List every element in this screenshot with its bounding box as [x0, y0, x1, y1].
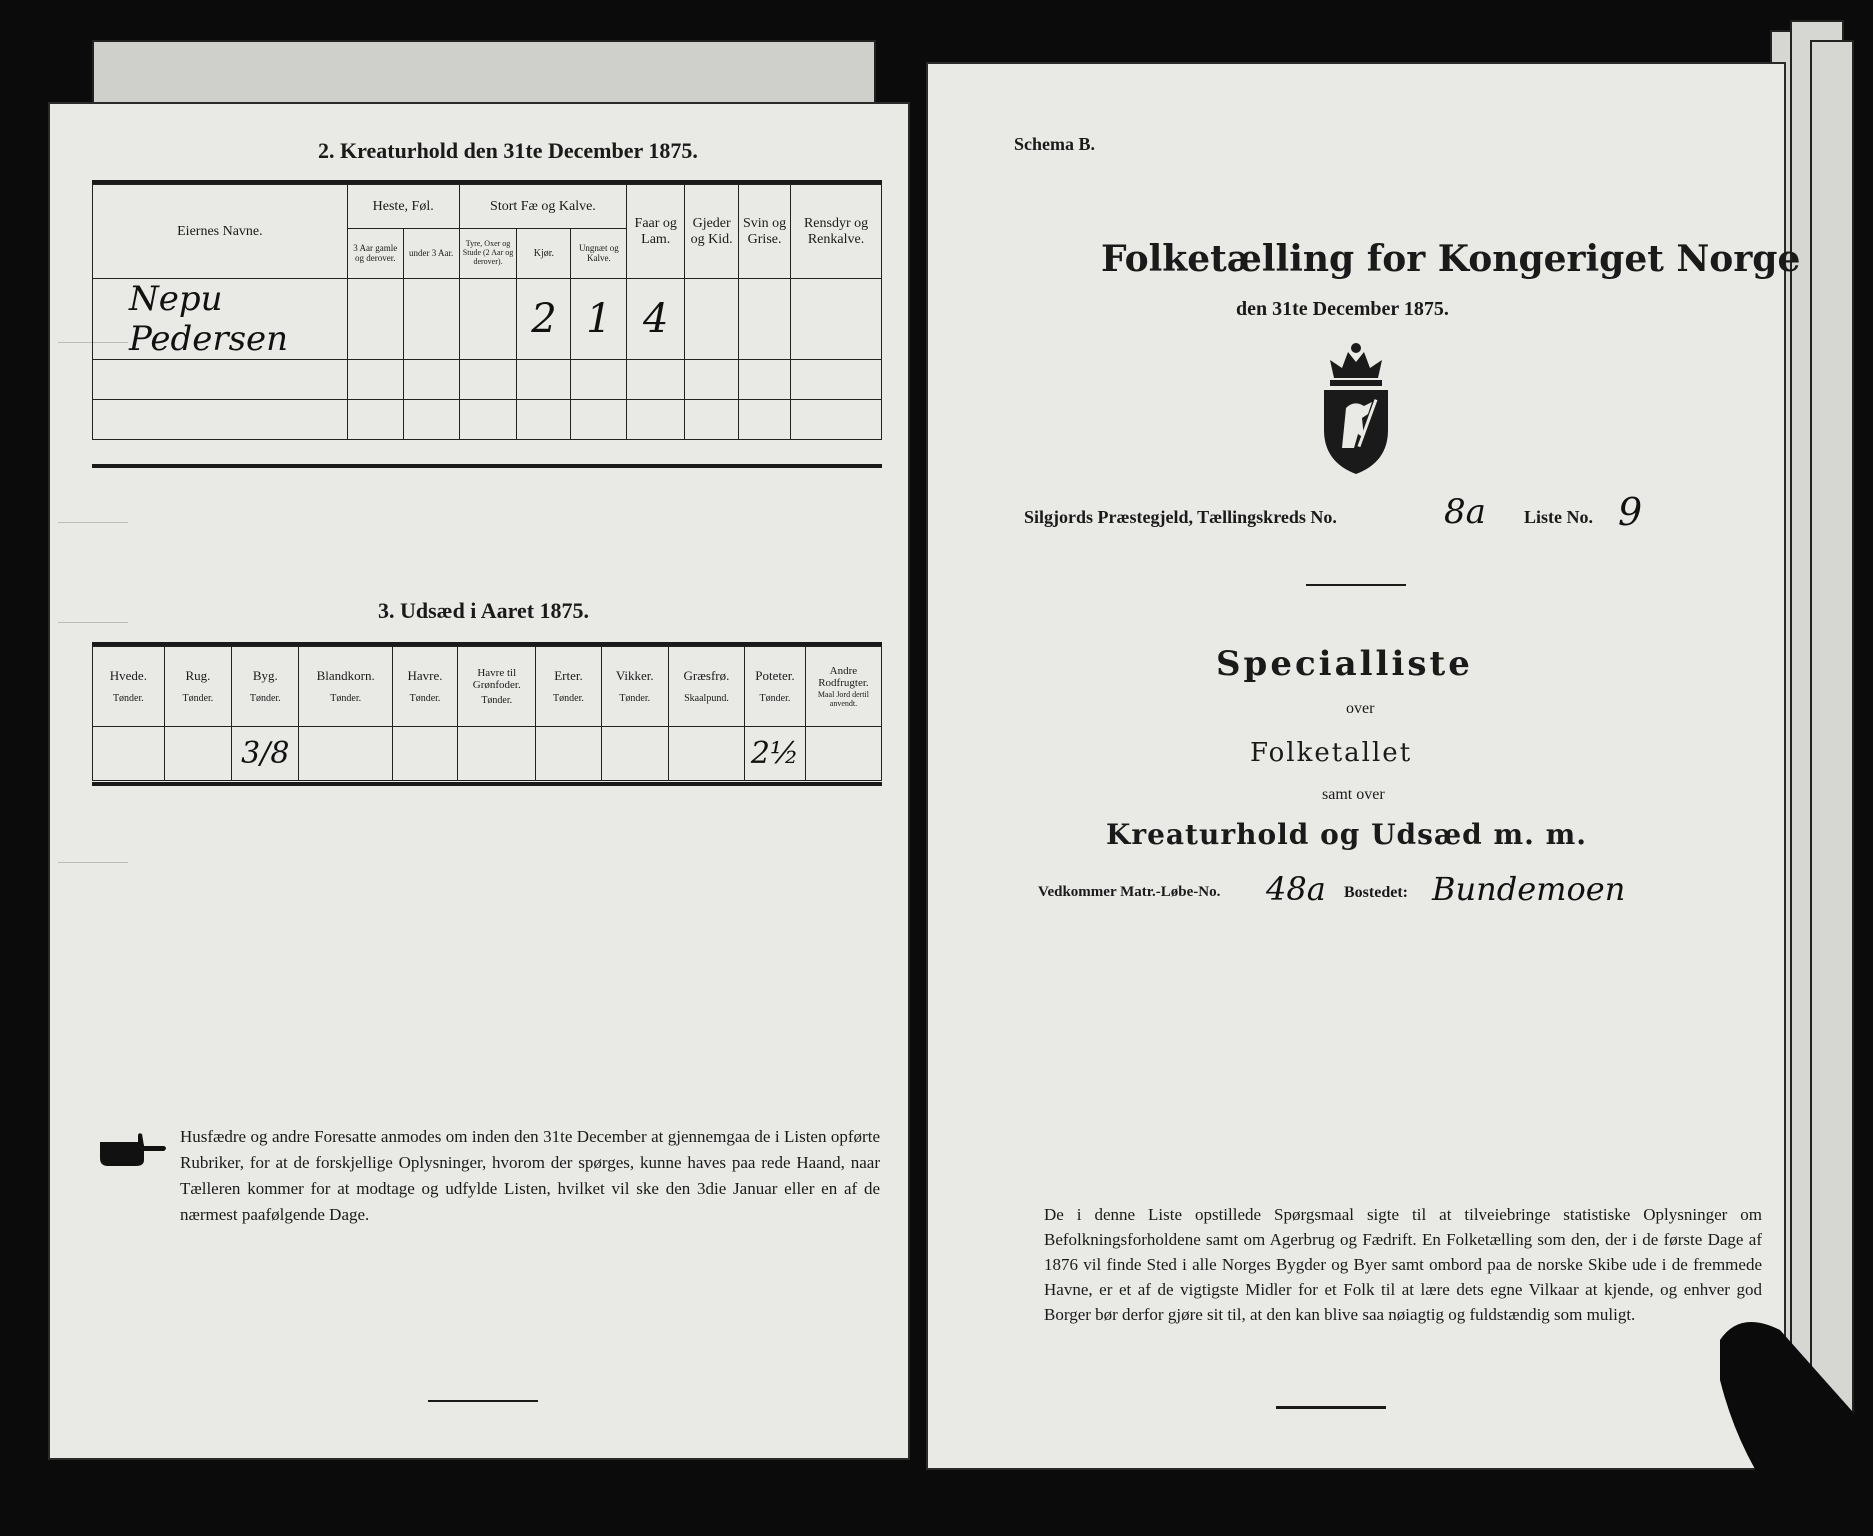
- coat-of-arms-icon: [1306, 338, 1406, 478]
- seed-value-row: [93, 727, 882, 781]
- samt-over-text: samt over: [1322, 786, 1385, 803]
- seed-header-7: Vikker. Tønder.: [601, 647, 668, 727]
- seed-value-poteter: 2½: [745, 727, 806, 781]
- horses-old-header: 3 Aar gamle og derover.: [347, 229, 403, 279]
- section3-bottom-rule: [92, 782, 882, 786]
- cattle-cows-header: Kjør.: [517, 229, 571, 279]
- list-label: Liste No.: [1524, 507, 1593, 527]
- seed-header-10: Andre Rodfrugter. Maal Jord dertil anvendt.: [805, 647, 881, 727]
- section3-title: 3. Udsæd i Aaret 1875.: [378, 598, 590, 623]
- census-title: Folketælling for Kongeriget Norge: [1101, 238, 1801, 280]
- owner-name: Nери Pedersen: [129, 279, 289, 359]
- folketallet-heading: Folketallet: [1250, 738, 1413, 768]
- seed-header-1: Rug. Tønder.: [164, 647, 231, 727]
- page-edge-right-3: [1810, 40, 1854, 1444]
- seed-table: [92, 646, 882, 781]
- finger-shadow: [1700, 1300, 1870, 1520]
- seed-value: [601, 727, 668, 781]
- seed-value: [299, 727, 392, 781]
- notice-text: Husfædre og andre Foresatte anmodes om inden den 31te December at gjennemgaa de i Listen opførte Rubriker, for at de forskjellige Oplysninger, hvorom der spørges, kunne haves paa rede Haand, naar Tælleren kommer for at modtage og udfylde Listen, hvilket vil ske den 3die Januar eller en af de nærmest paafølgende Dage.: [180, 1127, 880, 1224]
- census-date: den 31te December 1875.: [1236, 298, 1449, 320]
- matr-number: 48a: [1266, 870, 1326, 908]
- purpose-paragraph: De i denne Liste opstillede Spørgsmaal sigte til at tilveiebringe statistiske Oplysninger om Befolkningsforholdene samt om Agerbrug og Fædrift. En Folketælling som den, der i de første Dage af 1876 vil finde Sted i alle Norges Bygder og Byer samt ombord paa de norske Skibe ude i de fremmede Havne, er et af de vigtigste Midler for et Folk til at lære dets egne Vilkaar at kjende, og enhver god Borger bør derfor gjøre sit til, at den kan blive saa nøiagtig og fuldstændig som muligt.: [1044, 1205, 1762, 1324]
- seed-header-5: Havre til Grønfoder. Tønder.: [458, 647, 536, 727]
- pigs-header: Svin og Grise.: [739, 185, 791, 279]
- seed-value-byg: 3/8: [232, 727, 299, 781]
- seed-header-9: Poteter. Tønder.: [745, 647, 806, 727]
- seed-value: [458, 727, 536, 781]
- cattle-header: Stort Fæ og Kalve.: [459, 185, 627, 229]
- sheep-header: Faar og Lam.: [627, 185, 685, 279]
- left-page: [48, 102, 910, 1460]
- cattle-bulls-header: Tyre, Oxer og Stude (2 Aar og derover).: [459, 229, 517, 279]
- right-footer-rule: [1276, 1406, 1386, 1409]
- seed-header-2: Byg. Tønder.: [232, 647, 299, 727]
- seed-header-6: Erter. Tønder.: [536, 647, 601, 727]
- seed-header-0: Hvede. Tønder.: [93, 647, 165, 727]
- schema-label: Schema B.: [1014, 134, 1095, 154]
- left-footer-rule: [428, 1400, 538, 1402]
- livestock-row: [93, 279, 882, 360]
- parish-label: Silgjords Præstegjeld, Tællingskreds No.: [1024, 507, 1337, 527]
- right-divider-1: [1306, 584, 1406, 586]
- owner-header: Eiernes Navne.: [93, 185, 348, 279]
- goats-header: Gjeder og Kid.: [685, 185, 739, 279]
- specialliste-heading: Specialliste: [1216, 644, 1473, 684]
- seed-value: [164, 727, 231, 781]
- section2-bottom-rule: [92, 464, 882, 468]
- right-page: [926, 62, 1801, 1470]
- livestock-table: [92, 184, 882, 440]
- seed-header-3: Blandkorn. Tønder.: [299, 647, 392, 727]
- seed-header-row: [93, 647, 882, 727]
- seed-value: [536, 727, 601, 781]
- seed-value: [392, 727, 457, 781]
- young-cattle-value: 1: [586, 296, 612, 342]
- seed-header-8: Græsfrø. Skaalpund.: [668, 647, 744, 727]
- seed-header-4: Havre. Tønder.: [392, 647, 457, 727]
- seed-value: [805, 727, 881, 781]
- bostedet-value: Bundemoen: [1432, 870, 1626, 908]
- horses-header: Heste, Føl.: [347, 185, 459, 229]
- bostedet-label: Bostedet:: [1344, 884, 1408, 901]
- pointing-hand-icon: [98, 1132, 168, 1168]
- matr-label: Vedkommer Matr.-Løbe-No.: [1038, 884, 1221, 900]
- cattle-young-header: Ungnæt og Kalve.: [571, 229, 627, 279]
- cows-value: 2: [531, 296, 557, 342]
- reindeer-header: Rensdyr og Renkalve.: [791, 185, 882, 279]
- horses-young-header: under 3 Aar.: [403, 229, 459, 279]
- kreaturhold-heading: Kreaturhold og Udsæd m. m.: [1106, 818, 1587, 851]
- seed-value: [668, 727, 744, 781]
- section2-title: 2. Kreaturhold den 31te December 1875.: [318, 138, 698, 163]
- district-number: 8a: [1444, 492, 1486, 532]
- list-number: 9: [1618, 490, 1643, 534]
- sheep-value: 4: [643, 296, 669, 342]
- seed-value: [93, 727, 165, 781]
- over-text-1: over: [1346, 700, 1375, 717]
